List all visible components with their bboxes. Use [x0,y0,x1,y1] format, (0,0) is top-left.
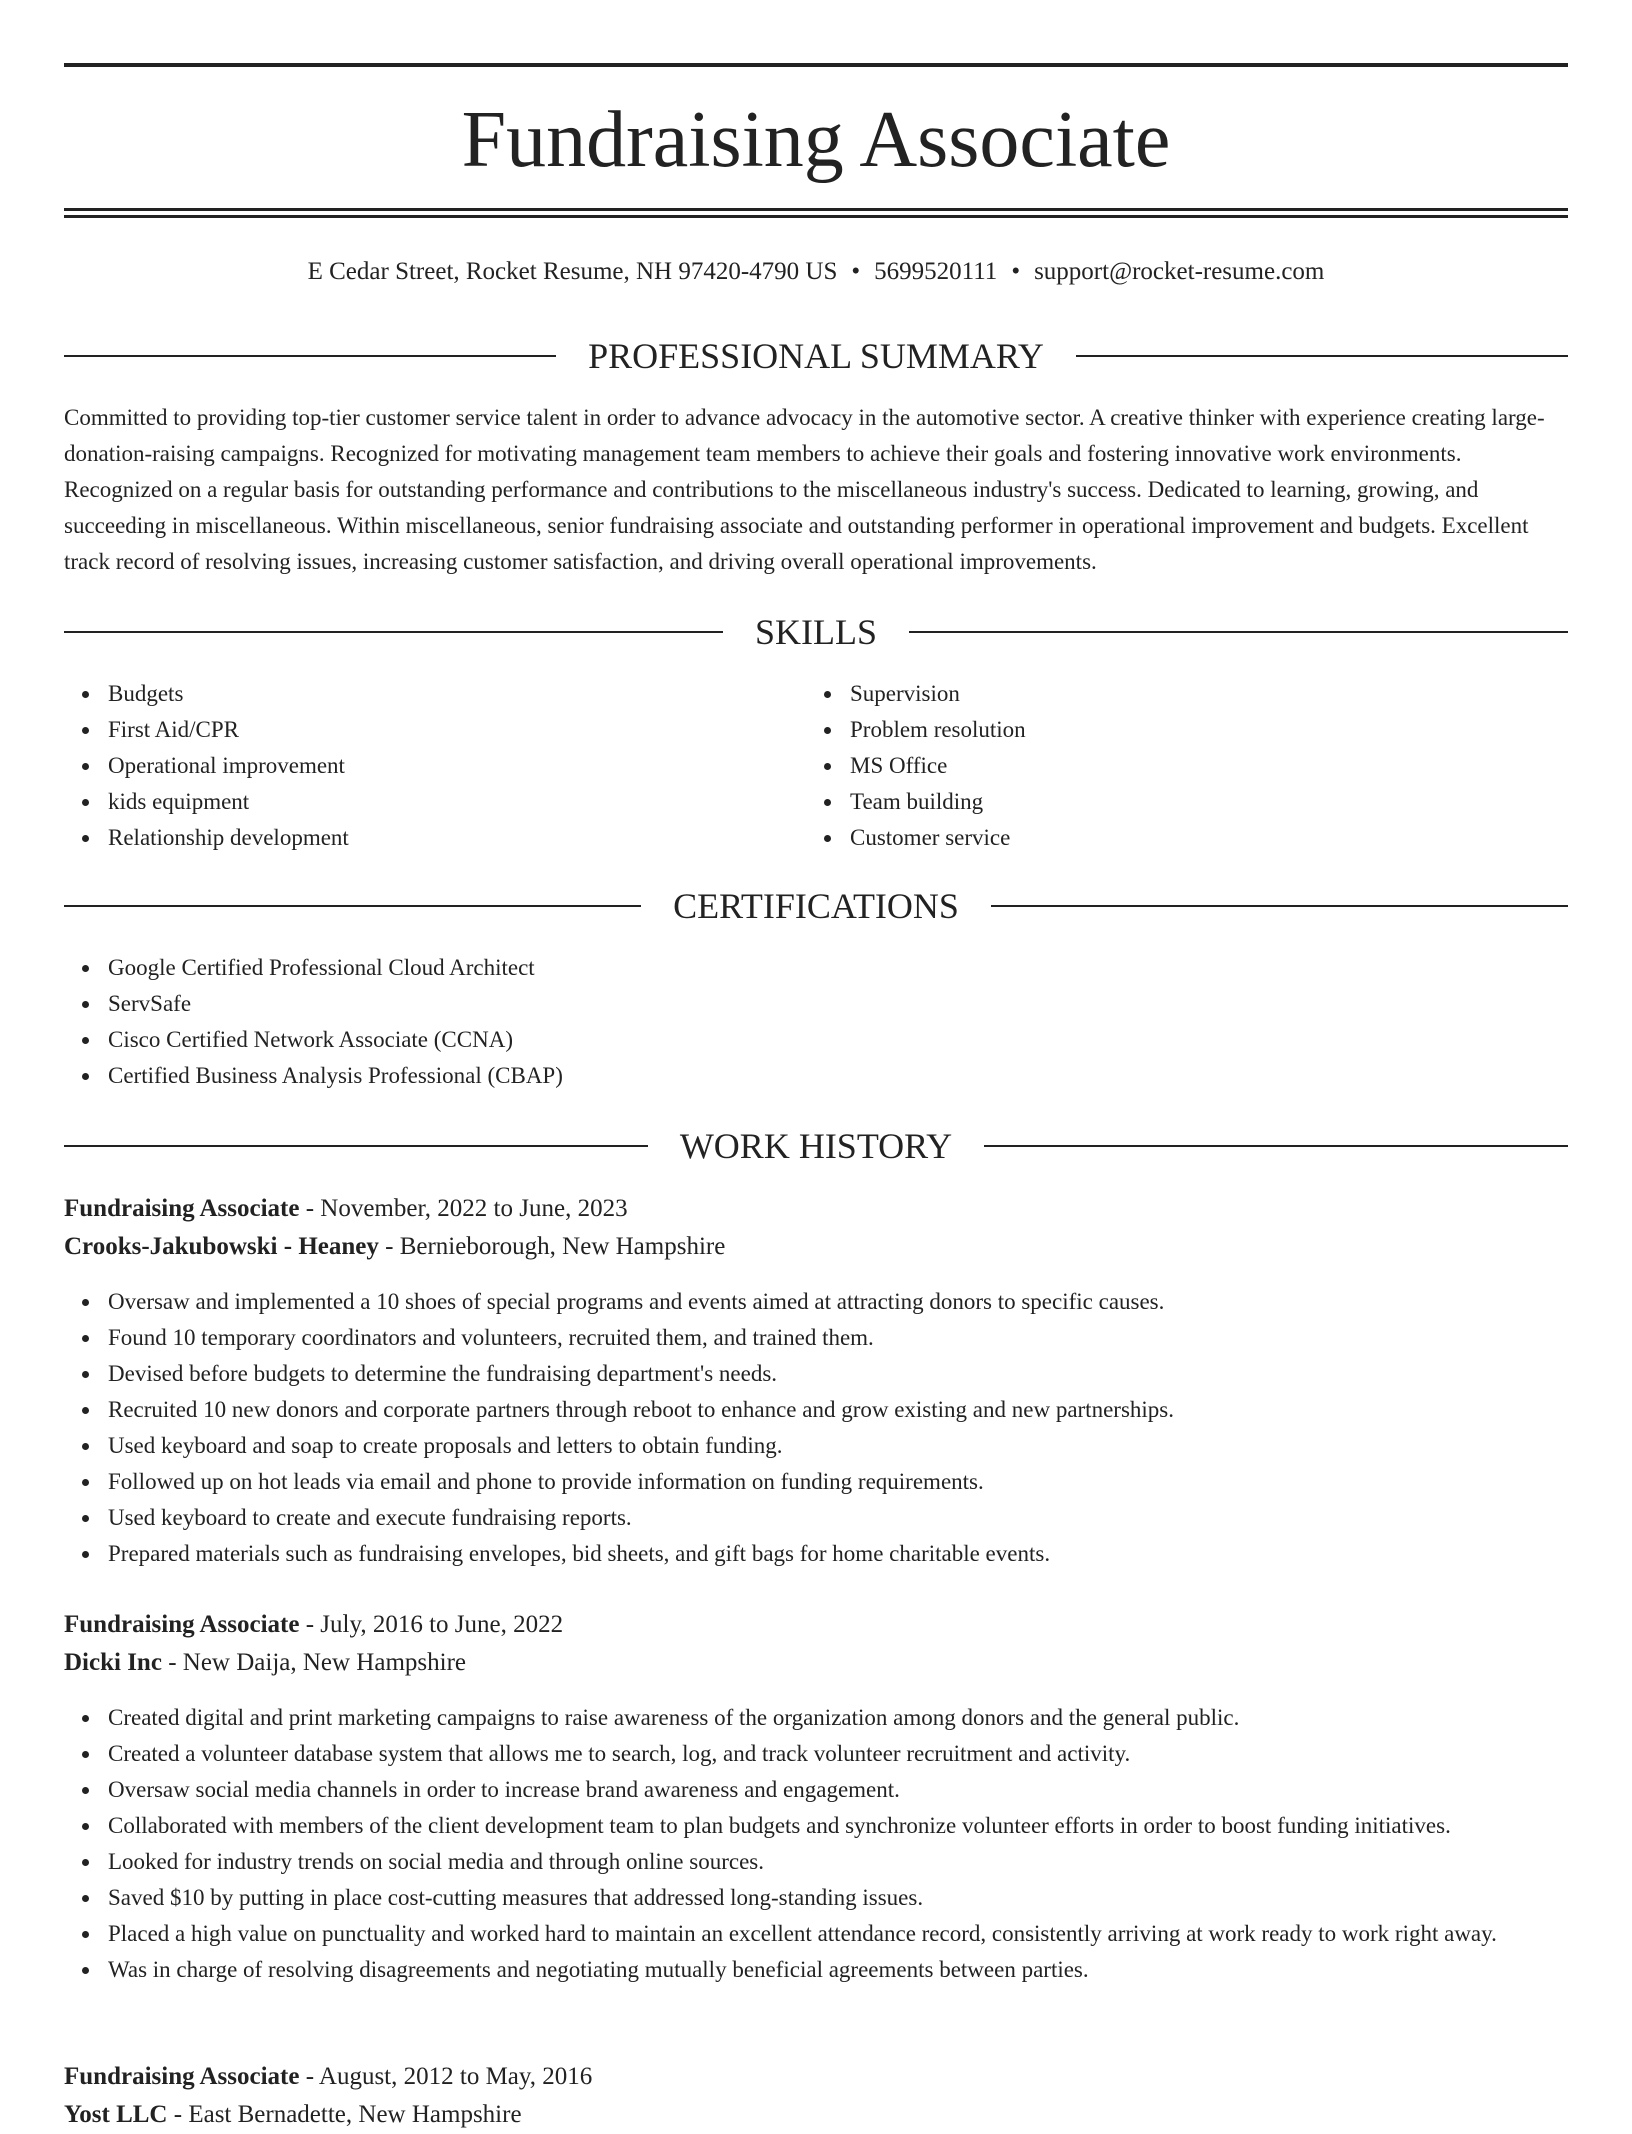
section-heading-work-history [64,1122,1568,1170]
job-title-line [64,1606,1568,1644]
job-dates: - November, 2022 to June, 2023 [299,1195,628,1222]
section-heading-summary [64,332,1568,380]
resume-name: Fundraising Associate [461,96,1171,184]
contact-phone: 5699520111 [874,258,998,285]
divider-line [909,631,1568,633]
job-location: - East Bernadette, New Hampshire [167,2101,522,2128]
divider-line [64,1145,648,1147]
job-duty-item: Was in charge of resolving disagreements and negotiating mutually beneficial agreements between parties. [64,1952,1568,1988]
job-duties-list [64,1284,1568,1572]
skill-item: Customer service [806,820,1546,856]
skill-item: Problem resolution [806,712,1546,748]
skill-item: MS Office [806,748,1546,784]
section-title: WORK HISTORY [679,1126,953,1166]
skill-item: Supervision [806,676,1546,712]
skill-item: First Aid/CPR [64,712,804,748]
job-location: - New Daija, New Hampshire [161,1649,467,1676]
divider-line [984,1145,1568,1147]
contact-address: E Cedar Street, Rocket Resume, NH 97420-4790 US [307,258,838,285]
job-company-line [64,1228,1568,1266]
section-heading-skills [64,608,1568,656]
job-duty-item: Saved $10 by putting in place cost-cutting measures that addressed long-standing issues. [64,1880,1568,1916]
summary-text: Committed to providing top-tier customer service talent in order to advance advocacy in the automotive sector. A creative thinker with experience creating large-donation-raising campaigns. Recognized for motivating management team members to achieve their goals and fostering innovative work environments. Recognized on a regular basis for outstanding performance and contributions to the miscellaneous industry's success. Dedicated to learning, growing, and succeeding in miscellaneous. Within miscellaneous, senior fundraising associate and outstanding performer in operational improvement and budgets. Excellent track record of resolving issues, increasing customer satisfaction, and driving overall operational improvements. [64,405,1545,574]
job-role: Fundraising Associate [64,2063,300,2090]
divider-line [991,905,1568,907]
job-duty-item: Used keyboard to create and execute fundraising reports. [64,1500,1568,1536]
section-title: SKILLS [755,612,878,652]
job-duties-list [64,1700,1568,1988]
job-duty-item: Prepared materials such as fundraising envelopes, bid sheets, and gift bags for home charitable events. [64,1536,1568,1572]
section-title: CERTIFICATIONS [673,886,959,926]
job-duty-item: Used keyboard and soap to create proposals and letters to obtain funding. [64,1428,1568,1464]
divider-line [1076,355,1568,357]
job-title-line [64,2058,1568,2096]
job-duty-item: Placed a high value on punctuality and worked hard to maintain an excellent attendance record, consistently arriving at work ready to work right away. [64,1916,1568,1952]
certification-item: ServSafe [64,986,1568,1022]
skill-item: Operational improvement [64,748,804,784]
skill-item: Relationship development [64,820,804,856]
job-duty-item: Followed up on hot leads via email and phone to provide information on funding requirements. [64,1464,1568,1500]
job-duty-item: Created digital and print marketing campaigns to raise awareness of the organization among donors and the general public. [64,1700,1568,1736]
contact-email[interactable]: support@rocket-resume.com [1034,258,1325,285]
job-duty-item: Oversaw social media channels in order to increase brand awareness and engagement. [64,1772,1568,1808]
contact-line [64,254,1568,290]
job-company-line [64,2096,1568,2134]
job-duty-item: Found 10 temporary coordinators and volunteers, recruited them, and trained them. [64,1320,1568,1356]
job-company: Crooks-Jakubowski - Heaney [64,1233,379,1260]
section-heading-certifications [64,882,1568,930]
job-title-line [64,1190,1568,1228]
section-title: PROFESSIONAL SUMMARY [588,336,1044,376]
divider-line [64,905,641,907]
contact-separator: • [851,258,861,285]
job-duty-item: Recruited 10 new donors and corporate partners through reboot to enhance and grow existing and new partnerships. [64,1392,1568,1428]
job-dates: - August, 2012 to May, 2016 [299,2063,593,2090]
skill-item: Budgets [64,676,804,712]
job-role: Fundraising Associate [64,1611,300,1638]
job-duty-item: Looked for industry trends on social media and through online sources. [64,1844,1568,1880]
job-duty-item: Oversaw and implemented a 10 shoes of special programs and events aimed at attracting donors to specific causes. [64,1284,1568,1320]
certification-item: Certified Business Analysis Professional (CBAP) [64,1058,1568,1094]
divider-line [64,355,556,357]
skills-list-left [64,676,804,856]
skill-item: kids equipment [64,784,804,820]
certifications-list [64,950,1568,1094]
job-dates: - July, 2016 to June, 2022 [299,1611,564,1638]
job-duty-item: Devised before budgets to determine the fundraising department's needs. [64,1356,1568,1392]
job-location: - Bernieborough, New Hampshire [378,1233,726,1260]
header-double-rule [64,208,1568,218]
header-top-rule [64,63,1568,67]
divider-line [64,631,723,633]
job-company: Yost LLC [64,2101,168,2128]
skills-list-right [806,676,1546,856]
certification-item: Cisco Certified Network Associate (CCNA) [64,1022,1568,1058]
contact-separator: • [1011,258,1021,285]
certification-item: Google Certified Professional Cloud Architect [64,950,1568,986]
job-duty-item: Created a volunteer database system that allows me to search, log, and track volunteer recruitment and activity. [64,1736,1568,1772]
job-duty-item: Collaborated with members of the client development team to plan budgets and synchronize volunteer efforts in order to boost funding initiatives. [64,1808,1568,1844]
job-role: Fundraising Associate [64,1195,300,1222]
skill-item: Team building [806,784,1546,820]
job-company-line [64,1644,1568,1682]
job-company: Dicki Inc [64,1649,162,1676]
